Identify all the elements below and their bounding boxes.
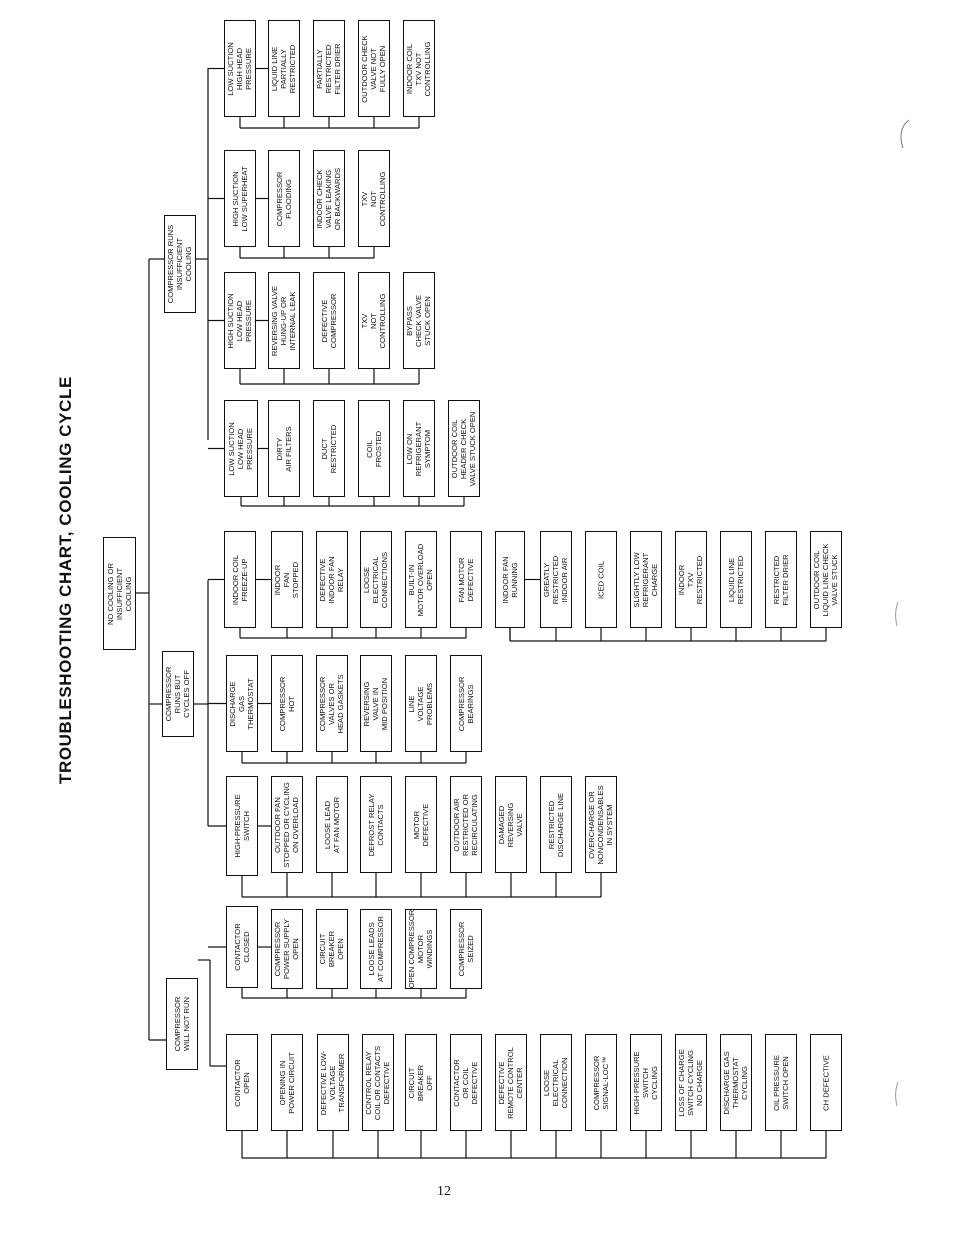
node-label: COMPRESSOR WILL NOT RUN	[172, 996, 191, 1052]
node-label: DEFECTIVE COMPRESSOR	[319, 293, 338, 348]
group-node-2-0	[224, 400, 258, 497]
scan-mark	[892, 1080, 902, 1110]
cause-node	[405, 909, 437, 989]
group-node-1-3	[495, 531, 525, 628]
node-label: COMPRESSOR FLOODING	[274, 171, 293, 226]
cause-node	[316, 655, 348, 752]
node-label: GREATLY RESTRICTED INDOOR AIR	[542, 555, 570, 604]
group-node-2-3	[224, 20, 256, 117]
node-label: LINE VOLTAGE PROBLEMS	[407, 682, 435, 725]
node-label: NO COOLING OR INSUFFICIENT COOLING	[105, 562, 134, 625]
node-label: DISCHARGE GAS THERMOSTAT	[228, 677, 256, 730]
node-label: RESTRICTED FILTER DRIER	[771, 553, 790, 606]
category-node-1	[166, 978, 198, 1070]
node-label: SLIGHTLY LOW REFRIGERANT CHARGE	[632, 551, 660, 608]
node-label: COMPRESSOR VALVES OR HEAD GASKETS	[318, 673, 346, 734]
cause-node	[403, 400, 435, 497]
node-label: LOOSE ELECTRICAL CONNECTIONS	[362, 551, 390, 608]
cause-node	[360, 909, 392, 989]
node-label: BUILT-IN MOTOR OVERLOAD OPEN	[407, 543, 435, 616]
group-node-1-0	[226, 776, 258, 876]
cause-node	[765, 1034, 797, 1131]
node-label: HIGH SUCTION LOW SUPERHEAT	[230, 165, 249, 232]
group-node-0-1	[226, 906, 258, 988]
cause-node	[405, 776, 437, 873]
node-label: CONTROL RELAY COIL OR CONTACTS DEFECTIVE	[364, 1045, 392, 1120]
page-title: TROUBLESHOOTING CHART, COOLING CYCLE	[56, 376, 75, 784]
node-label: REVERSING VALVE HUNG-UP OR INTERNAL LEAK	[270, 285, 298, 356]
cause-node	[765, 531, 797, 628]
node-label: DUCT RESTRICTED	[319, 424, 338, 473]
cause-node	[450, 909, 482, 989]
cause-node	[405, 531, 437, 628]
cause-node	[630, 1034, 662, 1131]
cause-node	[403, 272, 435, 369]
node-label: OIL PRESSURE SWITCH OPEN	[771, 1054, 790, 1111]
node-label: MOTOR DEFECTIVE	[411, 803, 430, 846]
cause-node	[360, 776, 392, 873]
cause-node	[271, 531, 303, 628]
cause-node	[495, 1034, 527, 1131]
cause-node	[268, 20, 300, 117]
cause-node	[675, 1034, 707, 1131]
node-label: COMPRESSOR SIGNAL-LOC™	[591, 1055, 610, 1110]
node-label: LOOSE LEAD AT FAN MOTOR	[322, 796, 341, 853]
group-node-2-1	[224, 272, 256, 369]
cause-node	[268, 272, 300, 369]
cause-node	[271, 1034, 303, 1131]
node-label: CH DEFECTIVE	[821, 1054, 831, 1111]
node-label: INDOOR COIL TXV NOT CONTROLLING	[405, 41, 433, 96]
cause-node	[271, 776, 303, 873]
cause-node	[450, 531, 482, 628]
node-label: HIGH SUCTION LOW HEAD PRESSURE	[226, 292, 254, 349]
cause-node	[450, 776, 482, 873]
cause-node	[405, 655, 437, 752]
cause-node	[585, 531, 617, 628]
cause-node	[362, 1034, 394, 1131]
cause-node	[358, 150, 390, 247]
scan-mark	[895, 118, 915, 154]
node-label: HIGH-PRESSURE SWITCH	[232, 794, 251, 858]
node-label: LIQUID LINE RESTRICTED	[726, 555, 745, 604]
cause-node	[360, 531, 392, 628]
cause-node	[358, 272, 390, 369]
node-label: ICED COIL	[596, 560, 606, 599]
cause-node	[317, 1034, 349, 1131]
node-label: DIRTY AIR FILTERS	[274, 425, 293, 472]
node-label: DAMAGED REVERSING VALVE	[497, 802, 525, 847]
node-label: OPEN COMPRESSOR MOTOR WINDINGS	[407, 909, 435, 989]
cause-node	[585, 1034, 617, 1131]
node-label: LOOSE LEADS AT COMPRESSOR	[366, 916, 385, 982]
cause-node	[450, 655, 482, 752]
cause-node	[268, 400, 300, 497]
node-label: OUTDOOR FAN STOPPED OR CYCLING ON OVERLOAD	[273, 781, 301, 868]
node-label: OUTDOOR CHECK VALVE NOT FULLY OPEN	[360, 34, 388, 103]
category-node-3	[164, 215, 196, 313]
node-label: DISCHARGE GAS THERMOSTAT CYCLING	[722, 1050, 750, 1115]
node-label: FAN MOTOR DEFECTIVE	[456, 556, 475, 603]
root-node-no-cooling	[103, 537, 136, 650]
node-label: COMPRESSOR SEIZED	[456, 921, 475, 977]
cause-node	[313, 272, 345, 369]
node-label: COIL FROSTED	[364, 430, 383, 467]
node-label: BYPASS CHECK VALVE STUCK OPEN	[405, 294, 433, 347]
cause-node	[448, 400, 480, 497]
page-number: 12	[437, 1184, 451, 1199]
node-label: COMPRESSOR RUNS BUT CYCLES OFF	[164, 666, 192, 722]
node-label: COMPRESSOR POWER SUPPLY OPEN	[273, 918, 301, 980]
cause-node	[313, 400, 345, 497]
cause-node	[405, 1034, 437, 1131]
node-label: OUTDOOR COIL LIQUID LINE CHECK VALVE STUCK	[812, 542, 840, 617]
node-label: TXV NOT CONTROLLING	[360, 171, 388, 226]
node-label: DEFECTIVE LOW- VOLTAGE TRANSFORMER	[319, 1050, 347, 1115]
node-label: INDOOR FAN STOPPED	[273, 561, 301, 598]
group-node-1-1	[226, 655, 258, 752]
category-node-2	[162, 651, 194, 737]
cause-node	[540, 531, 572, 628]
node-label: COMPRESSOR BEARINGS	[456, 676, 475, 731]
cause-node	[316, 531, 348, 628]
cause-node	[313, 150, 345, 247]
node-label: RESTRICTED DISCHARGE LINE	[546, 792, 565, 857]
node-label: REVERSING VALVE IN MID POSITION	[362, 677, 390, 730]
node-label: INDOOR CHECK VALVE LEAKING OR BACKWARDS	[315, 167, 343, 230]
node-label: LIQUID LINE PARTIALLY RESTRICTED	[270, 44, 298, 93]
node-label: CIRCUIT BREAKER OPEN	[318, 930, 346, 968]
node-label: LOSS OF CHARGE SWITCH CYCLING NO CHARGE	[677, 1048, 705, 1117]
node-label: OPENING IN POWER CIRCUIT	[277, 1051, 296, 1114]
cause-node	[720, 1034, 752, 1131]
cause-node	[403, 20, 435, 117]
node-label: DEFROST RELAY CONTACTS	[366, 793, 385, 856]
cause-node	[450, 1034, 482, 1131]
node-label: LOW ON REFRIGERANT SYMPTOM	[405, 421, 433, 476]
node-label: CONTACTOR OR COIL DEFECTIVE	[452, 1058, 480, 1107]
cause-node	[226, 1034, 258, 1131]
cause-node	[268, 150, 300, 247]
cause-node	[358, 20, 390, 117]
cause-node	[271, 909, 303, 989]
cause-node	[316, 909, 348, 989]
node-label: LOW SUCTION HIGH HEAD PRESSURE	[226, 41, 254, 96]
node-label: CONTACTOR OPEN	[232, 1058, 251, 1107]
cause-node	[360, 655, 392, 752]
cause-node	[630, 531, 662, 628]
cause-node	[313, 20, 345, 117]
group-node-1-2	[224, 531, 256, 628]
node-label: OUTDOOR AIR RESTRICTED OR RECIRCULATING	[452, 793, 480, 856]
cause-node	[540, 776, 572, 873]
node-label: COMPRESSOR HOT	[277, 676, 296, 731]
cause-node	[540, 1034, 572, 1131]
node-label: TXV NOT CONTROLLING	[360, 293, 388, 348]
node-label: CIRCUIT BREAKER OFF	[407, 1064, 435, 1101]
node-label: DEFECTIVE REMOTE CONTROL CENTER	[497, 1046, 525, 1119]
cause-node	[358, 400, 390, 497]
node-label: LOW SUCTION LOW HEAD PRESSURE	[227, 421, 255, 476]
cause-node	[675, 531, 707, 628]
cause-node	[810, 531, 842, 628]
cause-node	[720, 531, 752, 628]
node-label: INDOOR COIL FREEZE-UP	[230, 554, 249, 605]
node-label: INDOOR FAN RUNNING	[500, 555, 519, 604]
cause-node	[585, 776, 617, 873]
cause-node	[271, 655, 303, 752]
node-label: INDOOR TXV RESTRICTED	[677, 555, 705, 604]
cause-node	[495, 776, 527, 873]
node-label: OVERCHARGE OR NONCONDENSABLES IN SYSTEM	[587, 784, 615, 865]
node-label: CONTACTOR CLOSED	[232, 923, 251, 971]
node-label: LOOSE ELECTRICAL CONNECTION	[542, 1056, 570, 1109]
node-label: HIGH-PRESSURE SWITCH CYCLING	[632, 1050, 660, 1115]
node-label: PARTIALLY RESTRICTED FILTER DRIER	[315, 42, 343, 95]
cause-node	[316, 776, 348, 873]
node-label: COMPRESSOR RUNS INSUFFICIENT COOLING	[166, 224, 194, 304]
node-label: OUTDOOR COIL HEADER CHECK VALVE STUCK OPEN	[450, 411, 478, 486]
scan-mark	[892, 600, 902, 630]
cause-node	[810, 1034, 842, 1131]
group-node-2-2	[224, 150, 256, 247]
node-label: DEFECTIVE INDOOR FAN RELAY	[318, 555, 346, 604]
